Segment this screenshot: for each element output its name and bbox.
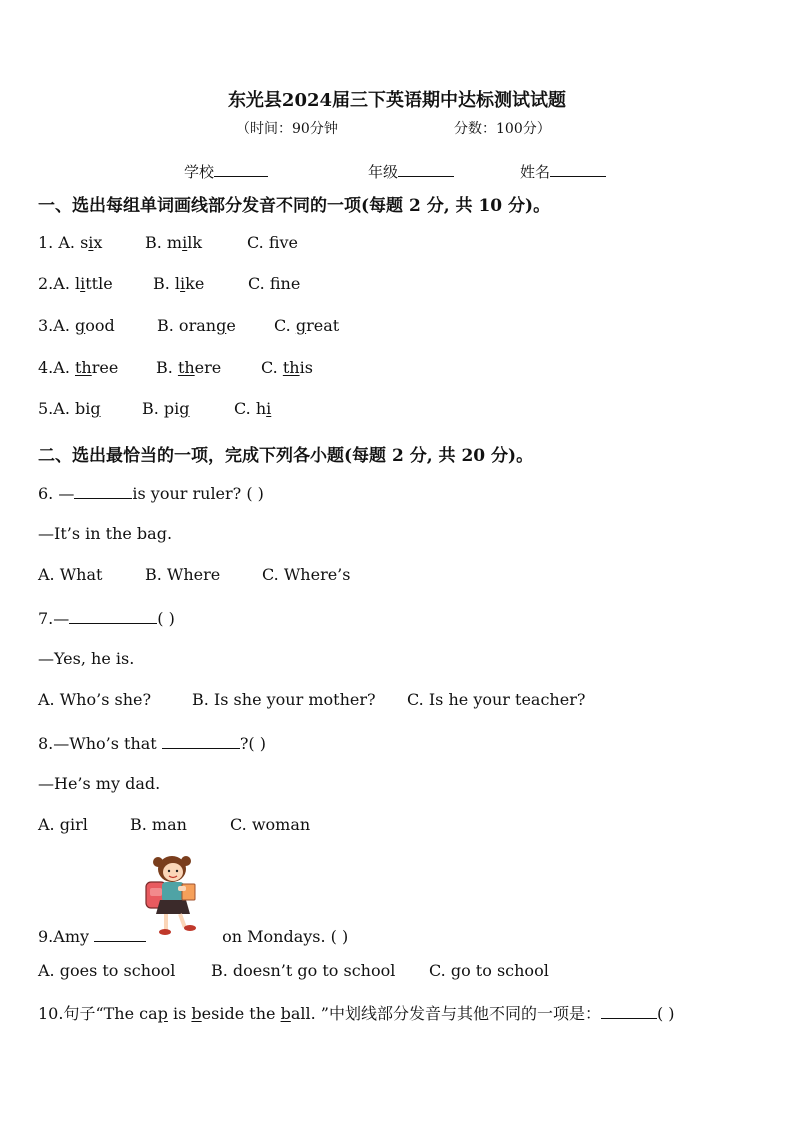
option-c[interactable]: C. fve: [247, 233, 299, 252]
name-blank[interactable]: [550, 160, 606, 177]
option-c[interactable]: C. Is he your teacher?: [407, 690, 586, 709]
question-9-stem: 9.Amy on Mondays. ( ): [38, 927, 349, 946]
answer-blank[interactable]: [69, 607, 157, 624]
question-7-options: [38, 690, 586, 710]
option-b[interactable]: B. milk: [145, 233, 203, 252]
question-8-stem: 8.—Who’s that ?( ): [38, 734, 266, 753]
option-c[interactable]: C. fne: [248, 274, 301, 293]
option-c[interactable]: C. hi: [234, 399, 272, 418]
question-4: 4.A. three B. there C. this: [38, 358, 313, 377]
option-b[interactable]: B. Is she your mother?: [192, 690, 376, 709]
name-label: 姓名: [520, 163, 551, 181]
grade-label: 年级: [368, 163, 399, 181]
school-blank[interactable]: [214, 160, 268, 177]
question-number: 5.: [38, 399, 54, 418]
option-b[interactable]: B. pig: [142, 399, 190, 418]
question-7-answer: —Yes, he is.: [38, 649, 135, 668]
option-b[interactable]: B. orange: [157, 316, 236, 335]
question-5: 5.A. big B. pig C. hi: [38, 399, 272, 418]
answer-blank[interactable]: [601, 1002, 657, 1019]
question-6-options: [38, 565, 351, 585]
exam-time: （时间：90分钟: [236, 121, 338, 137]
option-c[interactable]: C. woman: [230, 815, 311, 834]
page-title: 东光县2024届三下英语期中达标测试试题: [227, 90, 567, 111]
question-6-answer: —It’s in the bag.: [38, 524, 173, 543]
question-10-stem: 10.句子“The cap is beside the ball. ”中划线部分发音与其他不同的一项是： ( ): [38, 1004, 675, 1023]
option-c[interactable]: C. this: [261, 358, 313, 377]
school-label: 学校: [184, 163, 215, 181]
answer-blank[interactable]: [162, 732, 240, 749]
question-number: 3.: [38, 316, 54, 335]
option-a[interactable]: A. What: [38, 565, 103, 584]
option-b[interactable]: B. man: [130, 815, 187, 834]
option-b[interactable]: B. Where: [145, 565, 221, 584]
question-number: 1.: [38, 233, 59, 252]
option-b[interactable]: B. there: [156, 358, 222, 377]
school-field[interactable]: [184, 160, 268, 182]
question-2: 2.A. little B. like C. fne: [38, 274, 301, 293]
grade-blank[interactable]: [398, 160, 454, 177]
option-b[interactable]: B. doesn’t go to school: [211, 961, 396, 980]
question-9-options: [38, 961, 549, 981]
section1-heading: 一、选出每组单词画线部分发音不同的一项(每题 2 分, 共 10 分)。: [38, 196, 551, 216]
option-a[interactable]: A. girl: [38, 815, 88, 834]
question-8-options: [38, 815, 311, 835]
option-c[interactable]: C. go to school: [429, 961, 549, 980]
question-6-stem: 6. — is your ruler? ( ): [38, 484, 264, 503]
answer-blank[interactable]: [74, 482, 132, 499]
question-8-answer: —He’s my dad.: [38, 774, 161, 793]
option-a[interactable]: A. goes to school: [38, 961, 176, 980]
question-1: 1. A. six B. milk C. fve: [38, 233, 299, 252]
question-7-stem: 7.— ( ): [38, 609, 175, 628]
grade-field[interactable]: [368, 160, 454, 182]
option-a[interactable]: A. Who’s she?: [38, 690, 152, 709]
answer-blank[interactable]: [94, 925, 146, 942]
question-number: 4.: [38, 358, 54, 377]
option-c[interactable]: C. Where’s: [262, 565, 351, 584]
question-number: 2.: [38, 274, 54, 293]
name-field[interactable]: [520, 160, 606, 182]
question-3: 3.A. good B. orange C. great: [38, 316, 340, 335]
option-c[interactable]: C. great: [274, 316, 340, 335]
section2-heading: 二、选出最恰当的一项，完成下列各小题(每题 2 分, 共 20 分)。: [38, 446, 534, 466]
option-b[interactable]: B. like: [153, 274, 205, 293]
exam-score: 分数：100分）: [454, 121, 551, 137]
